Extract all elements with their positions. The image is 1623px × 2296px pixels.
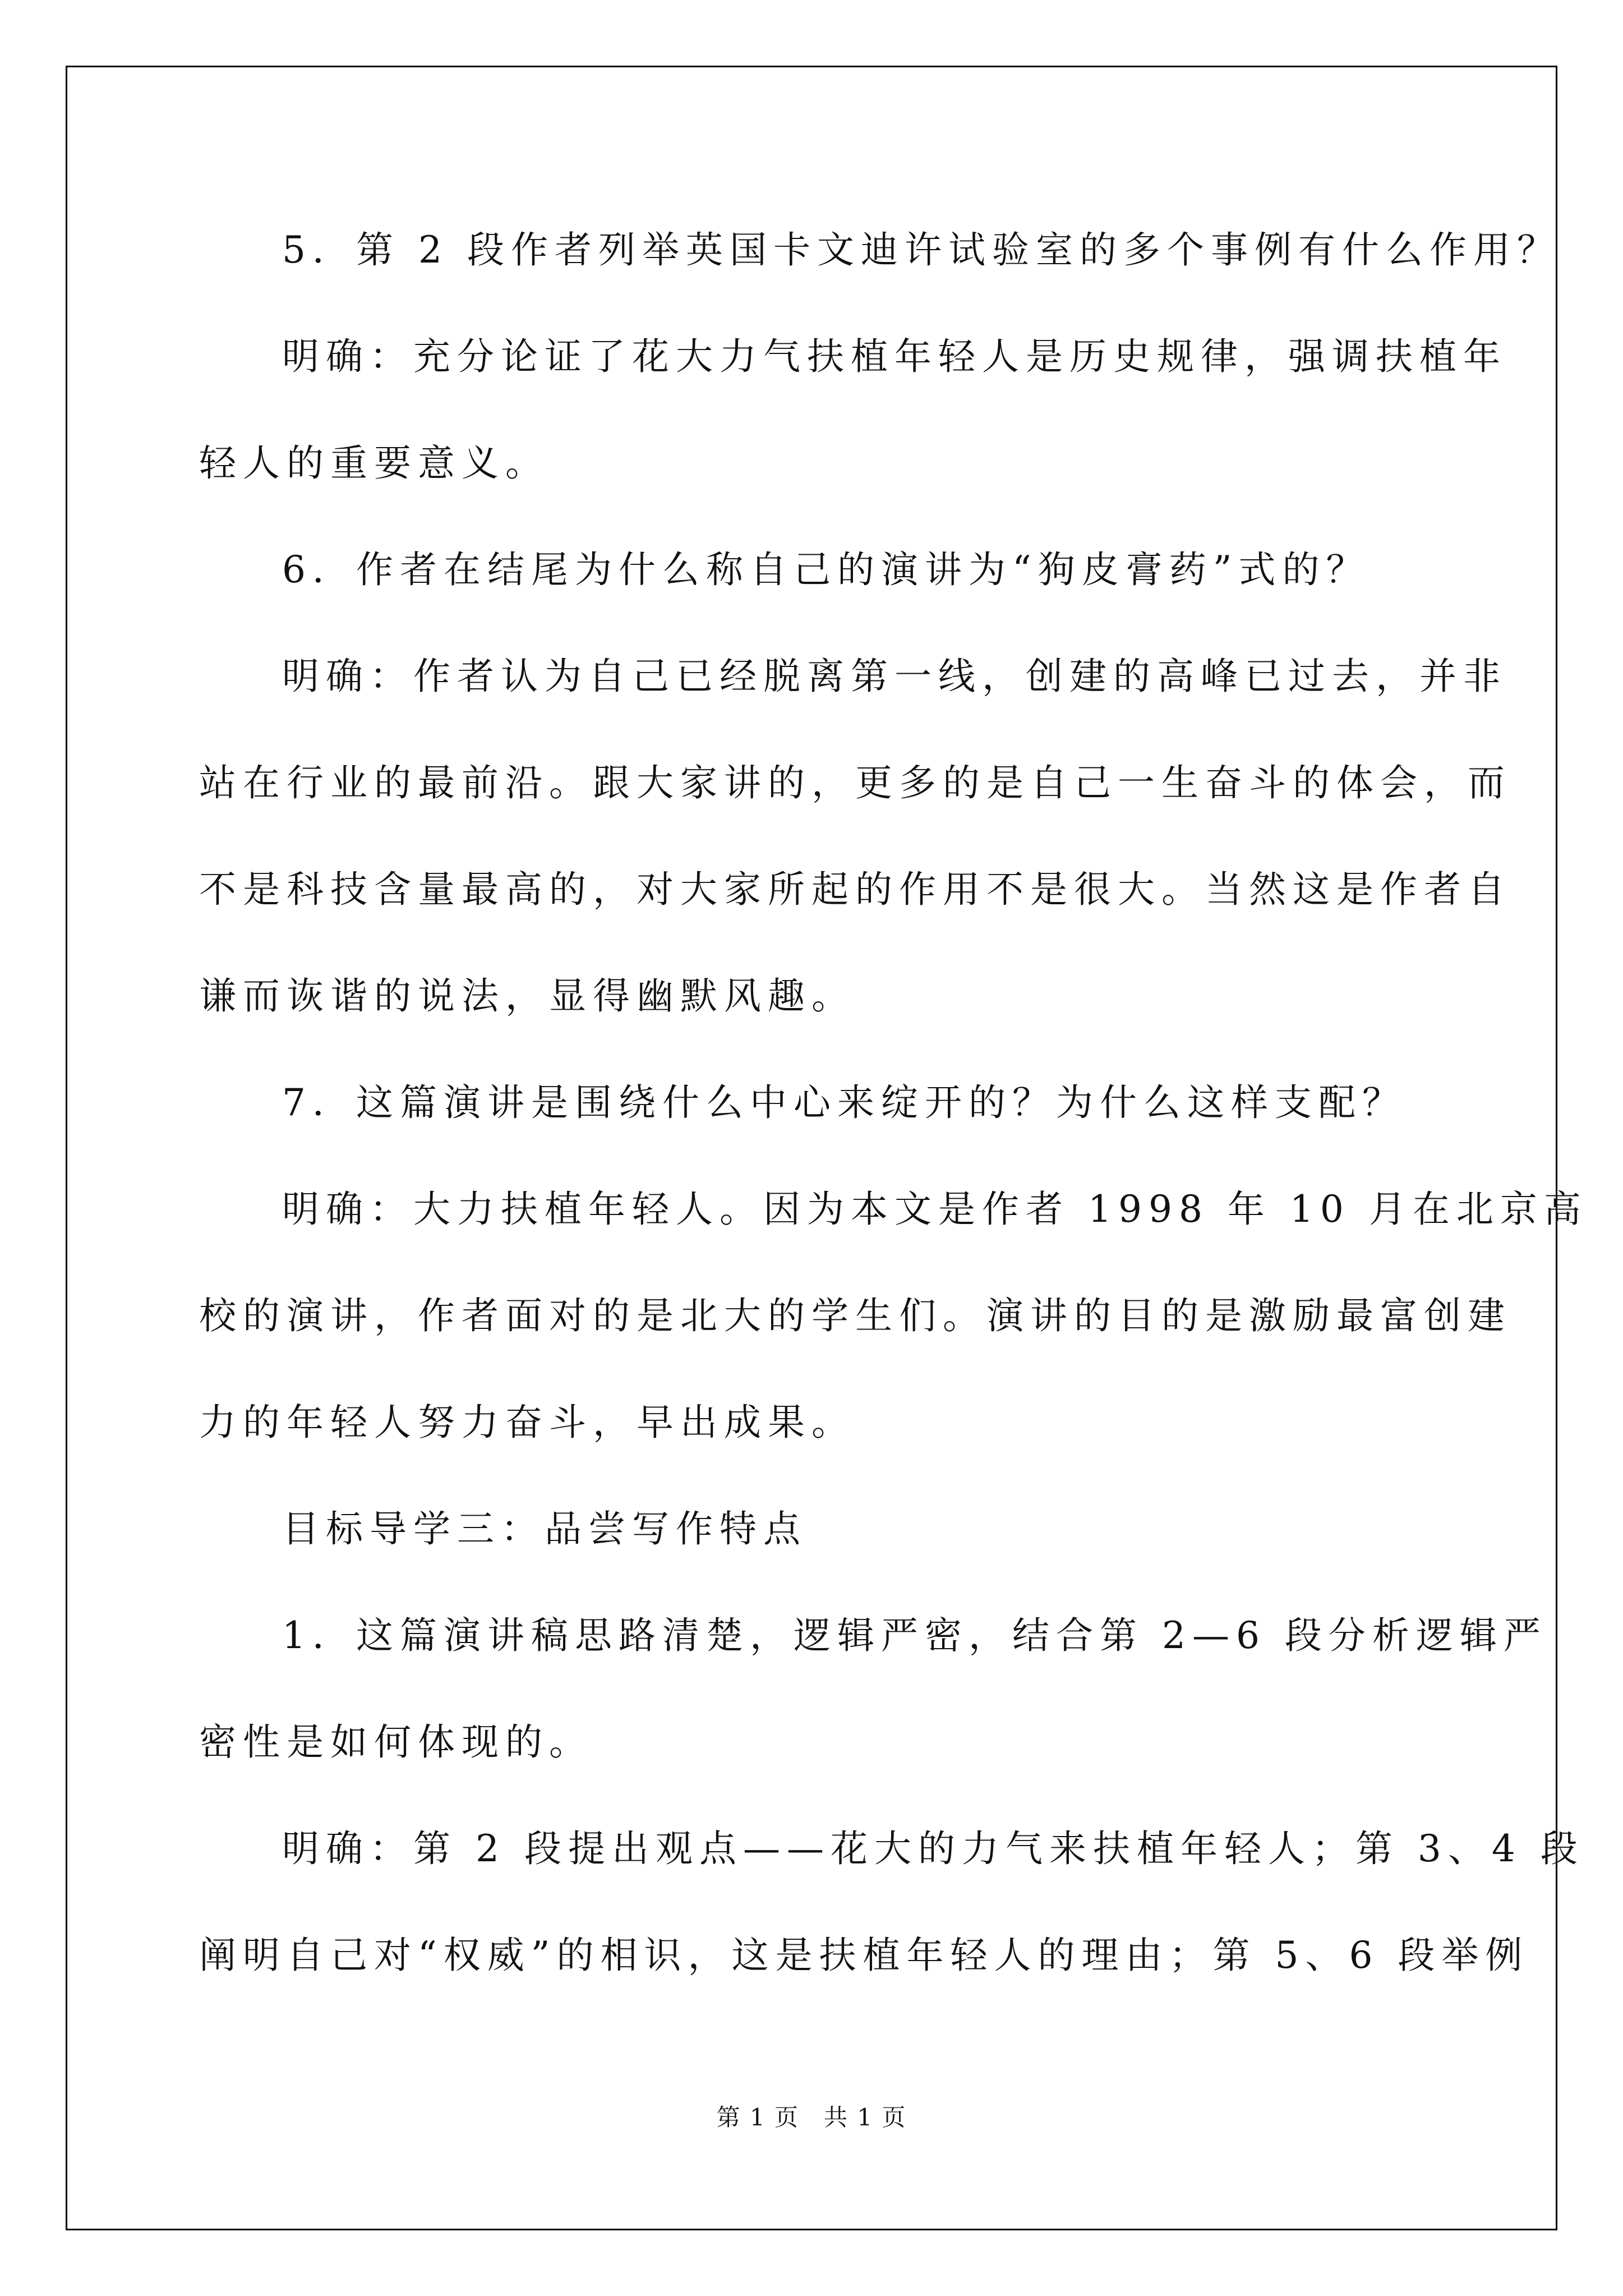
paragraph-line: 阐明自己对“权威”的相识，这是扶植年轻人的理由；第 5、6 段举例: [199, 1934, 1529, 1977]
paragraph-line: 轻人的重要意义。: [199, 441, 549, 485]
paragraph-line: 校的演讲，作者面对的是北大的学生们。演讲的目的是激励最富创建: [199, 1294, 1511, 1337]
paragraph-line: 明确：作者认为自己已经脱离第一线，创建的高峰已过去，并非: [282, 655, 1507, 698]
paragraph-line: 站在行业的最前沿。跟大家讲的，更多的是自己一生奋斗的体会，而: [199, 761, 1511, 804]
paragraph-line: 不是科技含量最高的，对大家所起的作用不是很大。当然这是作者自: [199, 868, 1511, 911]
paragraph-line: 1．这篇演讲稿思路清楚，逻辑严密，结合第 2—6 段分析逻辑严: [282, 1614, 1547, 1657]
paragraph-line: 力的年轻人努力奋斗，早出成果。: [199, 1401, 855, 1444]
paragraph-line: 明确：大力扶植年轻人。因为本文是作者 1998 年 10 月在北京高: [282, 1188, 1588, 1231]
paragraph-line: 7．这篇演讲是围绕什么中心来绽开的？为什么这样支配？: [282, 1081, 1406, 1124]
paragraph-line: 6．作者在结尾为什么称自己的演讲为“狗皮膏药”式的？: [282, 548, 1370, 591]
page-number-footer: 第 1 页 共 1 页: [716, 2104, 907, 2131]
section-heading: 目标导学三：品尝写作特点: [282, 1507, 807, 1550]
page-border: [66, 66, 1557, 2230]
paragraph-line: 明确：充分论证了花大力气扶植年轻人是历史规律，强调扶植年: [282, 335, 1507, 378]
paragraph-line: 5．第 2 段作者列举英国卡文迪许试验室的多个事例有什么作用？: [282, 228, 1561, 272]
paragraph-line: 明确：第 2 段提出观点——花大的力气来扶植年轻人；第 3、4 段: [282, 1827, 1584, 1870]
paragraph-line: 密性是如何体现的。: [199, 1720, 593, 1764]
paragraph-line: 谦而诙谐的说法，显得幽默风趣。: [199, 974, 855, 1018]
